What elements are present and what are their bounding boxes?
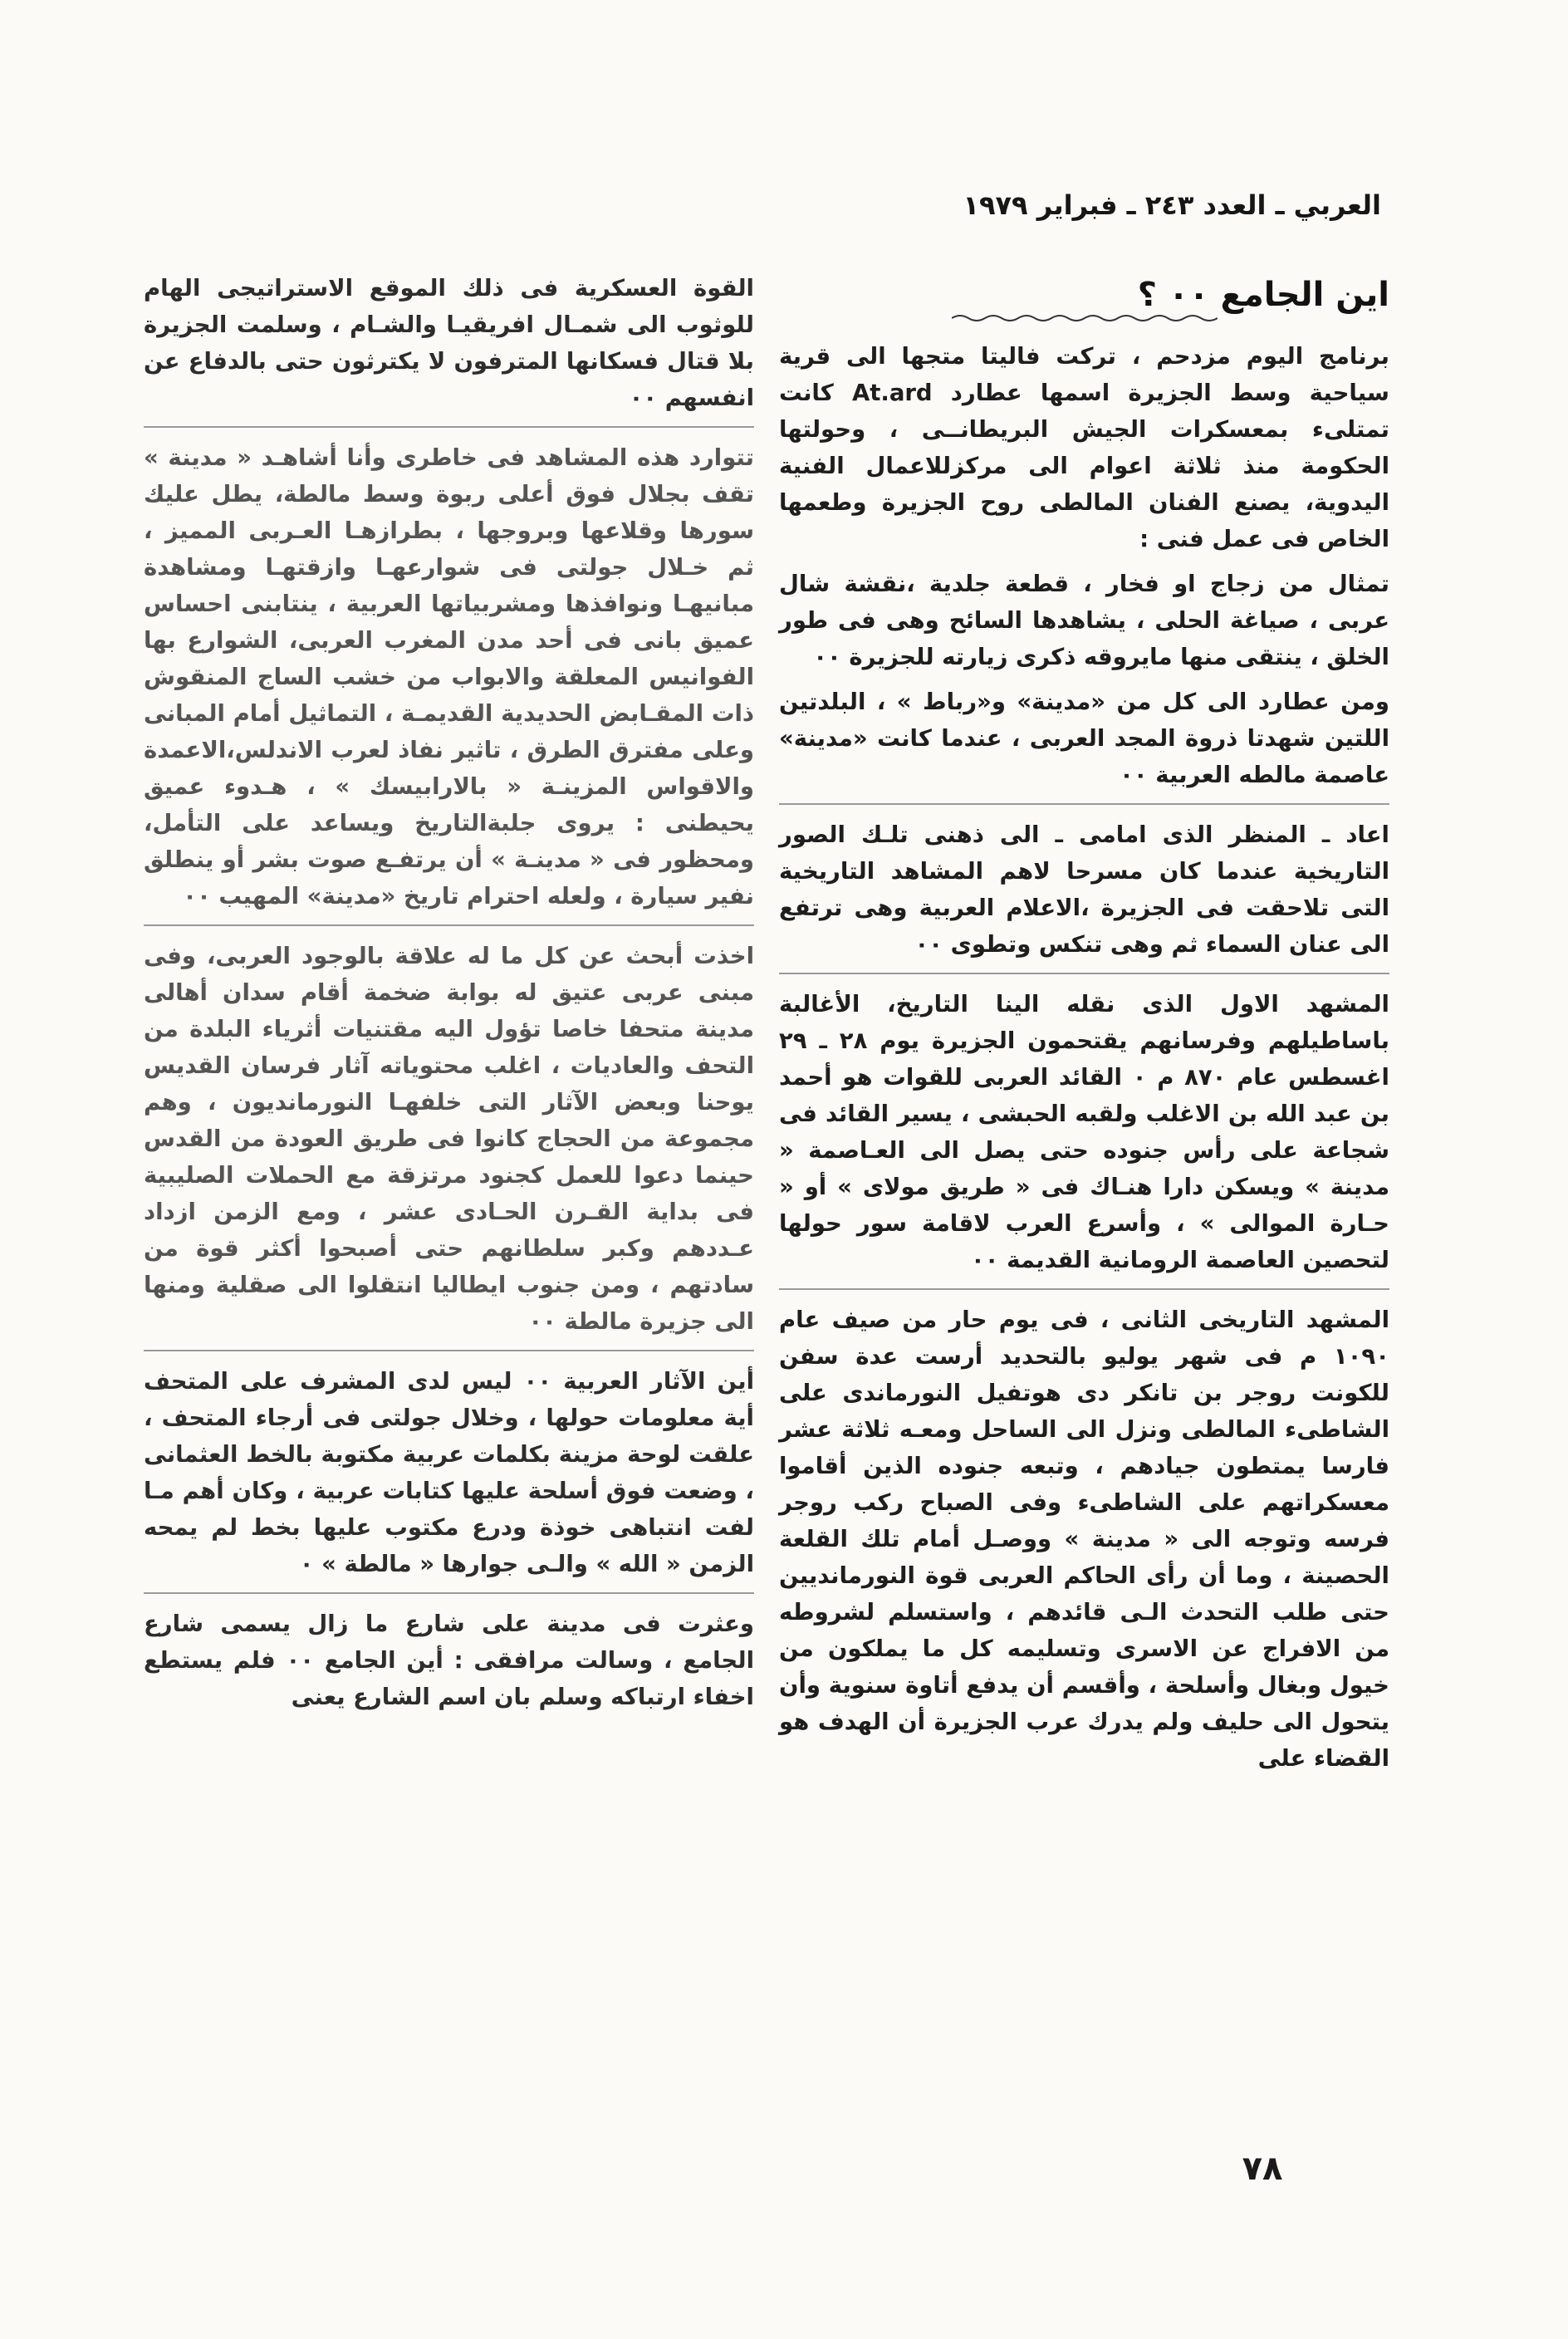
- article-title: اين الجامع ٠٠ ؟: [1137, 276, 1389, 314]
- paragraph: اعاد ـ المنظر الذى امامى ـ الى ذهنى تلـك الصور التاريخية عندما كان مسرحا لاهم المشاهد التاريخية التى تلاحقت فى الجزيرة ،الاعلام العربية وهى ترتفع الى عنان السماء ثم وهى تنكس وتطوى ٠٠: [779, 821, 1389, 958]
- paragraph: برنامج اليوم مزدحم ، تركت فاليتا متجها الى قرية سياحية وسط الجزيرة اسمها عطارد At.ard كانت تمتلىء بمعسكرات الجيش البريطانــى ، وحولتها الحكومة منذ ثلاثة اعوام الى مركزللاعمال الفنية اليدوية، يصنع الفنان المالطى روح الجزيرة وطعمها الخاص فى عمل فنى :: [779, 343, 1389, 552]
- divider: [779, 803, 1389, 805]
- divider: [144, 1350, 754, 1351]
- running-header: العربي ـ العدد ٢٤٣ ـ فبراير ١٩٧٩: [963, 189, 1381, 221]
- paragraph: تتوارد هذه المشاهد فى خاطرى وأنا أشاهـد « مدينة » تقف بجلال فوق أعلى ربوة وسط مالطة، يطل عليك سورها وقلاعها وبروجها ، بطرازهـا العـربى المميز ، ثم خـلال جولتى فى شوارعهـا وازقتهـا ومشاهدة مبانيهـا ونوافذها ومشربياتها العربية ، ينتابنى احساس عميق بانى فى أحد مدن المغرب العربى، الشوارع بها الفوانيس المعلقة والابواب من خشب الساج المنقوش ذات المقـابض الحديدية القديمـة ، التماثيل أمام المبانى وعلى مفترق الطرق ، تاثير نفاذ لعرب الاندلس،الاعمدة والاقواس المزينـة « بالارابيسك » ، هـدوء عميق يحيطنى : يروى جلبةالتاريخ ويساعد على التأمل، ومحظور فى « مدينـة » أن يرتفـع صوت بشر أو ينطلق نفير سيارة ، ولعله احترام تاريخ «مدينة» المهيب ٠٠: [144, 444, 754, 910]
- paragraph: القوة العسكرية فى ذلك الموقع الاستراتيجى الهام للوثوب الى شمـال افريقيـا والشـام ، وسلمت الجزيرة بلا قتال فسكانها المترفون لا يكترثون حتى بالدفاع عن انفسهم ٠٠: [144, 275, 754, 411]
- paragraph: اخذت أبحث عن كل ما له علاقة بالوجود العربى، وفى مبنى عربى عتيق له بوابة ضخمة أقام سدان أهالى مدينة متحفا خاصا تؤول اليه مقتنيات أثرياء البلدة من التحف والعاديات ، اغلب محتوياته آثار فرسان القديس يوحنا وبعض الآثار التى خلفهـا النورمانديون ، وهم مجموعة من الحجاج كانوا فى طريق العودة من القدس حينما دعوا للعمل كجنود مرتزقة مع الحملات الصليبية فى بداية القـرن الحـادى عشر ، ومع الزمن ازداد عـددهم وكبر سلطانهم حتى أصبحوا أكثر قوة من سادتهم ، ومن جنوب ايطاليا انتقلوا الى صقلية ومنها الى جزيرة مالطة ٠٠: [144, 943, 754, 1335]
- paragraph: تمثال من زجاج او فخار ، قطعة جلدية ،نقشة شال عربى ، صياغة الحلى ، يشاهدها السائح وهى فى طور الخلق ، ينتقى منها مايروقه ذكرى زيارته للجزيرة ٠٠: [779, 571, 1389, 670]
- paragraph: المشهد التاريخى الثانى ، فى يوم حار من صيف عام ١٠٩٠ م فى شهر يوليو بالتحديد أرست عدة سفن للكونت روجر بن تانكر دى هوتفيل النورماندى على الشاطىء المالطى ونزل الى الساحل ومعـه ثلاثة عشر فارسا يمتطون جيادهم ، وتبعه جنوده الذين أقاموا معسكراتهم على الشاطىء وفى الصباح ركب روجر فرسه وتوجه الى « مدينة » ووصـل أمام تلك القلعة الحصينة ، وما أن رأى الحاكم العربى قوة النورمانديين حتى طلب التحدث الـى قائدهم ، واستسلم لشروطه من الافراج عن الاسرى وتسليمه كل ما يملكون من خيول وبغال وأسلحة ، وأقسم أن يدفع أتاوة سنوية وأن يتحول الى حليف ولم يدرك عرب الجزيرة أن الهدف هو القضاء على: [779, 1307, 1389, 1772]
- page-number: ٧٨: [1242, 2150, 1283, 2188]
- divider: [779, 973, 1389, 974]
- divider: [144, 426, 754, 428]
- right-column: [779, 270, 1389, 1785]
- divider: [779, 1288, 1389, 1290]
- divider: [144, 1592, 754, 1594]
- left-column: [144, 270, 754, 1724]
- paragraph: ومن عطارد الى كل من «مدينة» و«رباط » ، البلدتين اللتين شهدتا ذروة المجد العربى ، عندما كانت «مدينة» عاصمة مالطه العربية ٠٠: [779, 689, 1389, 788]
- divider: [144, 924, 754, 926]
- paragraph: وعثرت فى مدينة على شارع ما زال يسمى شارع الجامع ، وسالت مرافقى : أين الجامع ٠٠ فلم يستطع اخفاء ارتباكه وسلم بان اسم الشارع يعنى: [144, 1611, 754, 1710]
- paragraph: المشهد الاول الذى نقله الينا التاريخ، الأغالبة باساطيلهم وفرسانهم يقتحمون الجزيرة يوم ٢٨ ـ ٢٩ اغسطس عام ٨٧٠ م ٠ القائد العربى للقوات هو أحمد بن عبد الله بن الاغلب ولقبه الحبشى ، يسير القائد فى شجاعة على رأس جنوده حتى يصل الى العـاصمة « مدينة » ويسكن دارا هنـاك فى « طريق مولاى » أو « حـارة الموالى » ، وأسرع العرب لاقامة سور حولها لتحصين العاصمة الرومانية القديمة ٠٠: [779, 991, 1389, 1273]
- title-underline-icon: [952, 313, 1218, 323]
- article-title-block: [779, 270, 1389, 323]
- paragraph: أين الآثار العربية ٠٠ ليس لدى المشرف على المتحف أية معلومات حولها ، وخلال جولتى فى أرجاء المتحف ، علقت لوحة مزينة بكلمات عربية مكتوبة بالخط العثمانى ، وضعت فوق أسلحة عليها كتابات عربية ، وكان أهم مـا لفت انتباهى خوذة ودرع مكتوب عليها بخط لم يمحه الزمن « الله » والـى جوارها « مالطة » ٠: [144, 1368, 755, 1577]
